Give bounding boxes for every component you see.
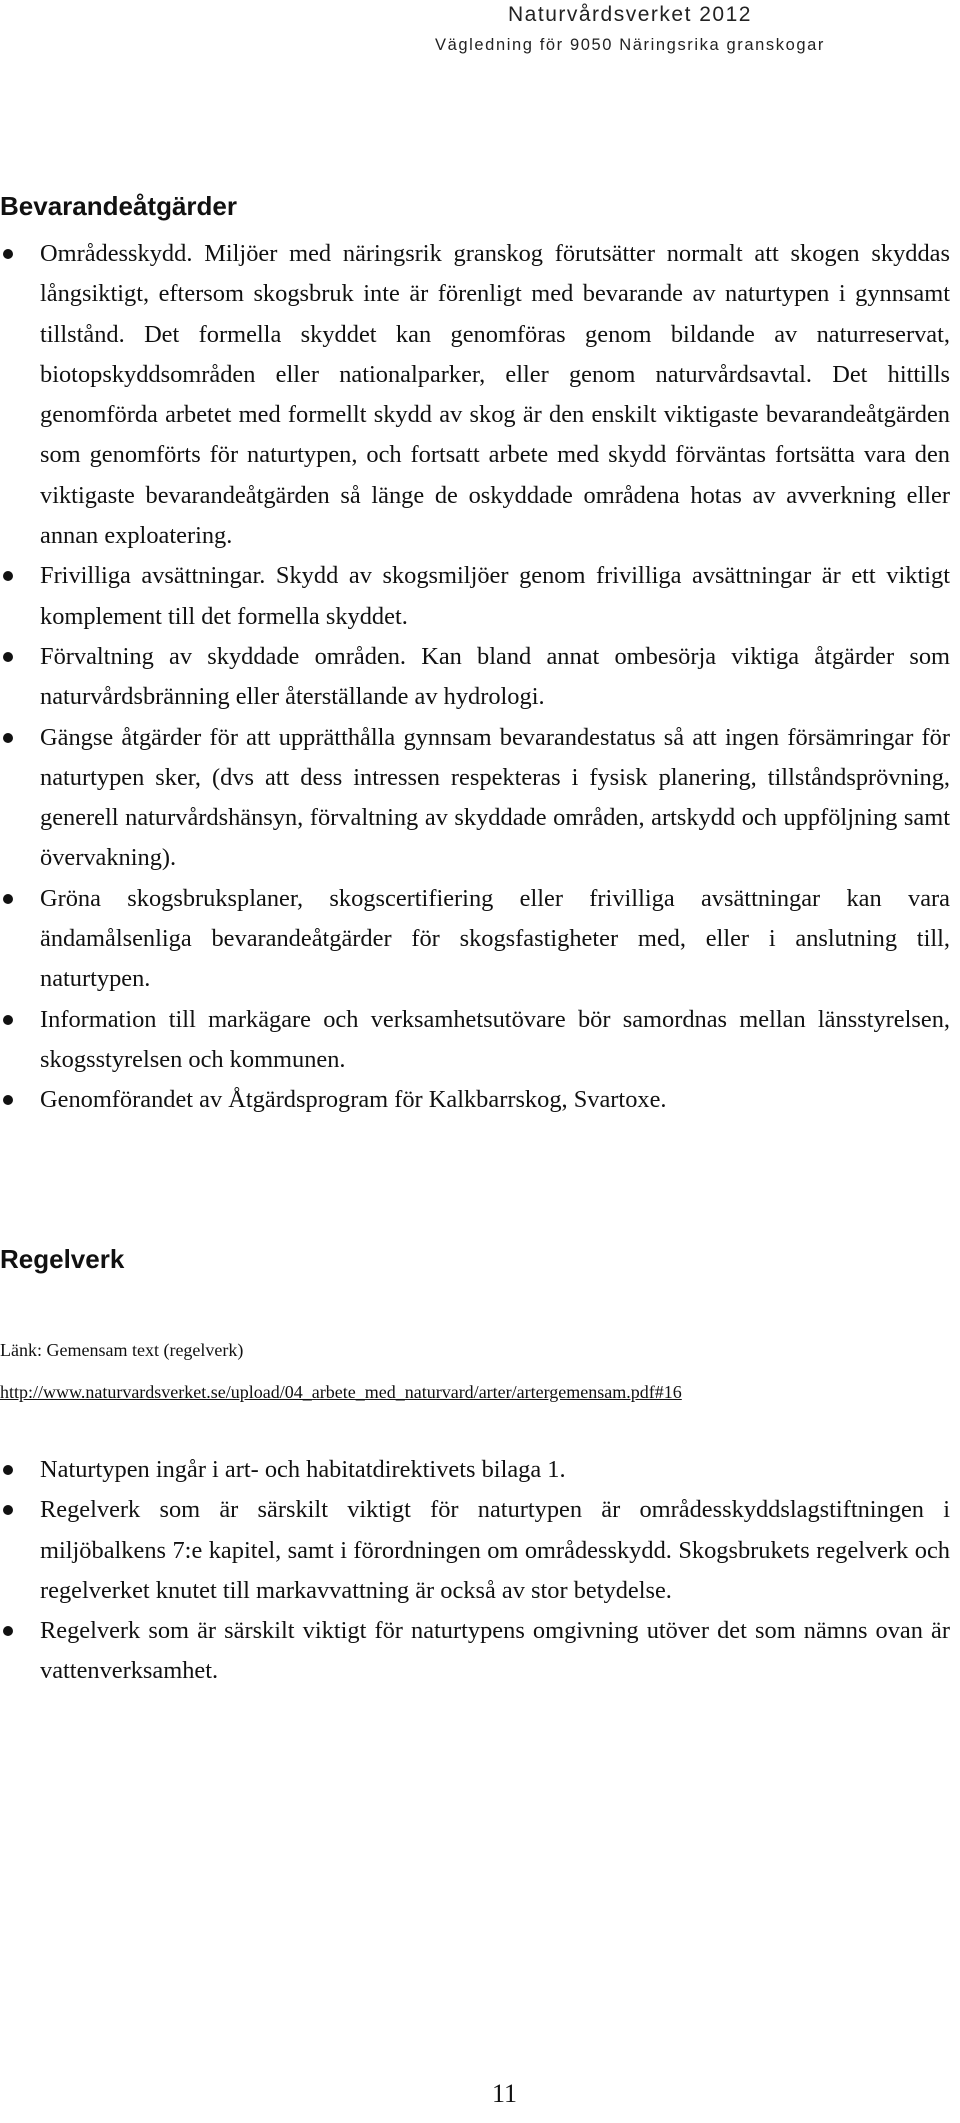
list-item <box>0 637 950 718</box>
list-item-text: Frivilliga avsättningar. Skydd av skogsmiljöer genom frivilliga avsättningar är ett viktigt komplement till det formella skyddet. <box>40 562 950 630</box>
bullet-icon <box>3 1626 13 1636</box>
page-header <box>330 2 930 58</box>
header-document-title: Vägledning för 9050 Näringsrika granskogar <box>434 36 826 54</box>
list-item-text: Regelverk som är särskilt viktigt för naturtypens omgivning utöver det som nämns ovan är vattenverksamhet. <box>40 1617 950 1685</box>
list-item <box>0 1080 950 1120</box>
bullet-icon <box>3 652 13 662</box>
list-item-text: Områdesskydd. Miljöer med näringsrik granskog förutsätter normalt att skogen skyddas långsiktigt, eftersom skogsbruk inte är förenligt med bevarande av naturtypen i gynnsamt tillstånd. Det formella skyddet kan genomföras genom bildande av naturreservat, biotopskyddsområden eller nationalparker, eller genom naturvårdsavtal. Det hittills genomförda arbetet med formellt skydd av skog är den enskilt viktigaste bevarandeåtgärden som genomförts för naturtypen, och fortsatt arbete med skydd förväntas fortsätta vara den viktigaste bevarandeåtgärden så länge de oskyddade områdena hotas av avverkning eller annan exploatering. <box>40 240 950 550</box>
list-item <box>0 879 950 1000</box>
bullet-icon <box>3 571 13 581</box>
list-item <box>0 1000 950 1081</box>
list-item-text: Regelverk som är särskilt viktigt för naturtypen är områdesskyddslagstiftningen i miljöbalkens 7:e kapitel, samt i förordningen om områdesskydd. Skogsbrukets regelverk och regelverket knutet till markavvattning är också av stor betydelse. <box>40 1496 950 1604</box>
list-item-text: Genomförandet av Åtgärdsprogram för Kalkbarrskog, Svartoxe. <box>40 1086 667 1114</box>
bullet-icon <box>3 1015 13 1025</box>
bullet-icon <box>3 1095 13 1105</box>
link-label: Länk: Gemensam text (regelverk) <box>0 1340 244 1360</box>
list-item <box>0 556 950 637</box>
list-item <box>0 1490 950 1611</box>
regelverk-link[interactable]: http://www.naturvardsverket.se/upload/04_arbete_med_naturvard/arter/artergemensam.pdf#16 <box>0 1382 682 1402</box>
bullet-icon <box>3 1505 13 1515</box>
list-item-text: Gängse åtgärder för att upprätthålla gynnsam bevarandestatus så att ingen försämringar för naturtypen sker, (dvs att dess intressen respekteras i fysisk planering, tillståndsprövning, generell naturvårdshänsyn, förvaltning av skyddade områden, artskydd och uppföljning samt övervakning). <box>40 723 950 872</box>
list-item-text: Information till markägare och verksamhetsutövare bör samordnas mellan länsstyrelsen, skogsstyrelsen och kommunen. <box>40 1005 950 1073</box>
section-heading-bevarandeatgarder: Bevarandeåtgärder <box>0 191 237 221</box>
header-publisher: Naturvårdsverket 2012 <box>508 3 752 26</box>
list-item <box>0 234 950 556</box>
list-item-text: Gröna skogsbruksplaner, skogscertifiering eller frivilliga avsättningar kan vara ändamålsenliga bevarandeåtgärder för skogsfastigheter med, eller i anslutning till, naturtypen. <box>40 884 950 993</box>
bevarandeatgarder-list <box>0 234 950 1121</box>
section-heading-regelverk: Regelverk <box>0 1244 125 1274</box>
bullet-icon <box>3 1465 13 1475</box>
page-number: 11 <box>492 2079 518 2108</box>
list-item <box>0 1450 950 1490</box>
list-item <box>0 718 950 879</box>
list-item-text: Naturtypen ingår i art- och habitatdirektivets bilaga 1. <box>40 1456 566 1483</box>
list-item <box>0 1611 950 1692</box>
bullet-icon <box>3 733 13 743</box>
regelverk-list <box>0 1450 950 1692</box>
bullet-icon <box>3 249 13 259</box>
bullet-icon <box>3 894 13 904</box>
list-item-text: Förvaltning av skyddade områden. Kan bland annat ombesörja viktiga åtgärder som naturvårdsbränning eller återställande av hydrologi. <box>40 642 950 711</box>
